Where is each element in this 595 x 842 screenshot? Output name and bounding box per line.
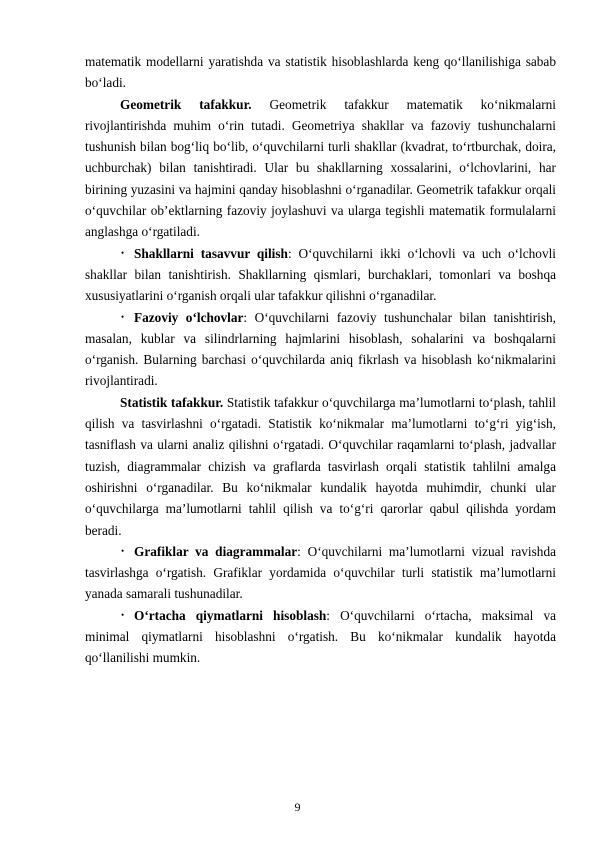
document-body [85,51,556,669]
list-item [85,541,556,605]
section-heading-geometric: Geometrik tafakkur. [120,96,252,112]
paragraph-continuation: matematik modellarni yaratishda va statistik hisoblashlarda keng qo‘llanilishiga sabab bo‘ladi. [85,54,556,91]
list-item-text: : O‘quvchilarni fazoviy tushunchalar bilan tanishtirish, masalan, kublar va silindrlarning hajmlarini hisoblash, sohalarini va boshqalarni o‘rganish. Bularning barchasi o‘quvchilarda aniq fikrlash va hisoblash ko‘nikmalarini rivojlantiradi. [85,309,556,389]
list-item-title: Shakllarni tasavvur qilish [134,245,288,261]
section-heading-statistical: Statistik tafakkur. [120,394,224,410]
list-item-text: : O‘quvchilarni o‘rtacha, maksimal va minimal qiymatlarni hisoblashni o‘rgatish. Bu ko‘nikmalar kundalik hayotda qo‘llanilishi mumkin. [85,607,556,666]
list-item [85,605,556,669]
list-item-title: Fazoviy o‘lchovlar [134,309,244,325]
bullet-icon: • [121,609,125,620]
paragraph-statistical-thinking [85,392,556,541]
paragraph-geometric-thinking [85,94,556,243]
list-item [85,243,556,307]
bullet-icon: • [121,247,125,258]
list-item-title: Grafiklar va diagrammalar [134,543,298,559]
list-item [85,307,556,392]
list-item-text: : O‘quvchilarni ma’lumotlarni vizual ravishda tasvirlashga o‘rgatish. Grafiklar yordamida o‘quvchilar turli statistik ma’lumotlarni yanada samarali tushunadilar. [85,543,556,602]
bullet-icon: • [121,545,125,556]
paragraph-text: Geometrik tafakkur matematik ko‘nikmalarni rivojlantirishda muhim o‘rin tutadi. Geometriya shakllar va fazoviy tushunchalarni tushunish bilan bog‘liq bo‘lib, o‘quvchilarni turli shakllar (kvadrat, to‘rtburchak, doira, uchburchak) bilan tanishtiradi. Ular bu shakllarning xossalarini, o‘lchovlarini, har birining yuzasini va hajmini qanday hisoblashni o‘rganadilar. Geometrik tafakkur orqali o‘quvchilar ob’ektlarning fazoviy joylashuvi va ularga tegishli matematik formulalarni anglashga o‘rgatiladi. [85,96,556,240]
list-item-text: : O‘quvchilarni ikki o‘lchovli va uch o‘lchovli shakllar bilan tanishtirish. Shakllarning qismlari, burchaklari, tomonlari va boshqa xususiyatlarini o‘rganish orqali ular tafakkur qilishni o‘rganadilar. [85,245,556,304]
paragraph-text: Statistik tafakkur o‘quvchilarga ma’lumotlarni to‘plash, tahlil qilish va tasvirlashni o‘rgatadi. Statistik ko‘nikmalar ma’lumotlarni to‘g‘ri yig‘ish, tasniflash va ularni analiz qilishni o‘rgatadi. O‘quvchilar raqamlarni to‘plash, jadvallar tuzish, diagrammalar chizish va graflarda tasvirlash orqali statistik tahlilni amalga oshirishni o‘rganadilar. Bu ko‘nikmalar kundalik hayotda muhimdir, chunki ular o‘quvchilarga ma’lumotlarni tahlil qilish va to‘g‘ri qarorlar qabul qilishda yordam beradi. [85,394,556,538]
page-number: 9 [294,800,301,814]
list-item-title: O‘rtacha qiymatlarni hisoblash [134,607,327,623]
bullet-icon: • [121,311,125,322]
